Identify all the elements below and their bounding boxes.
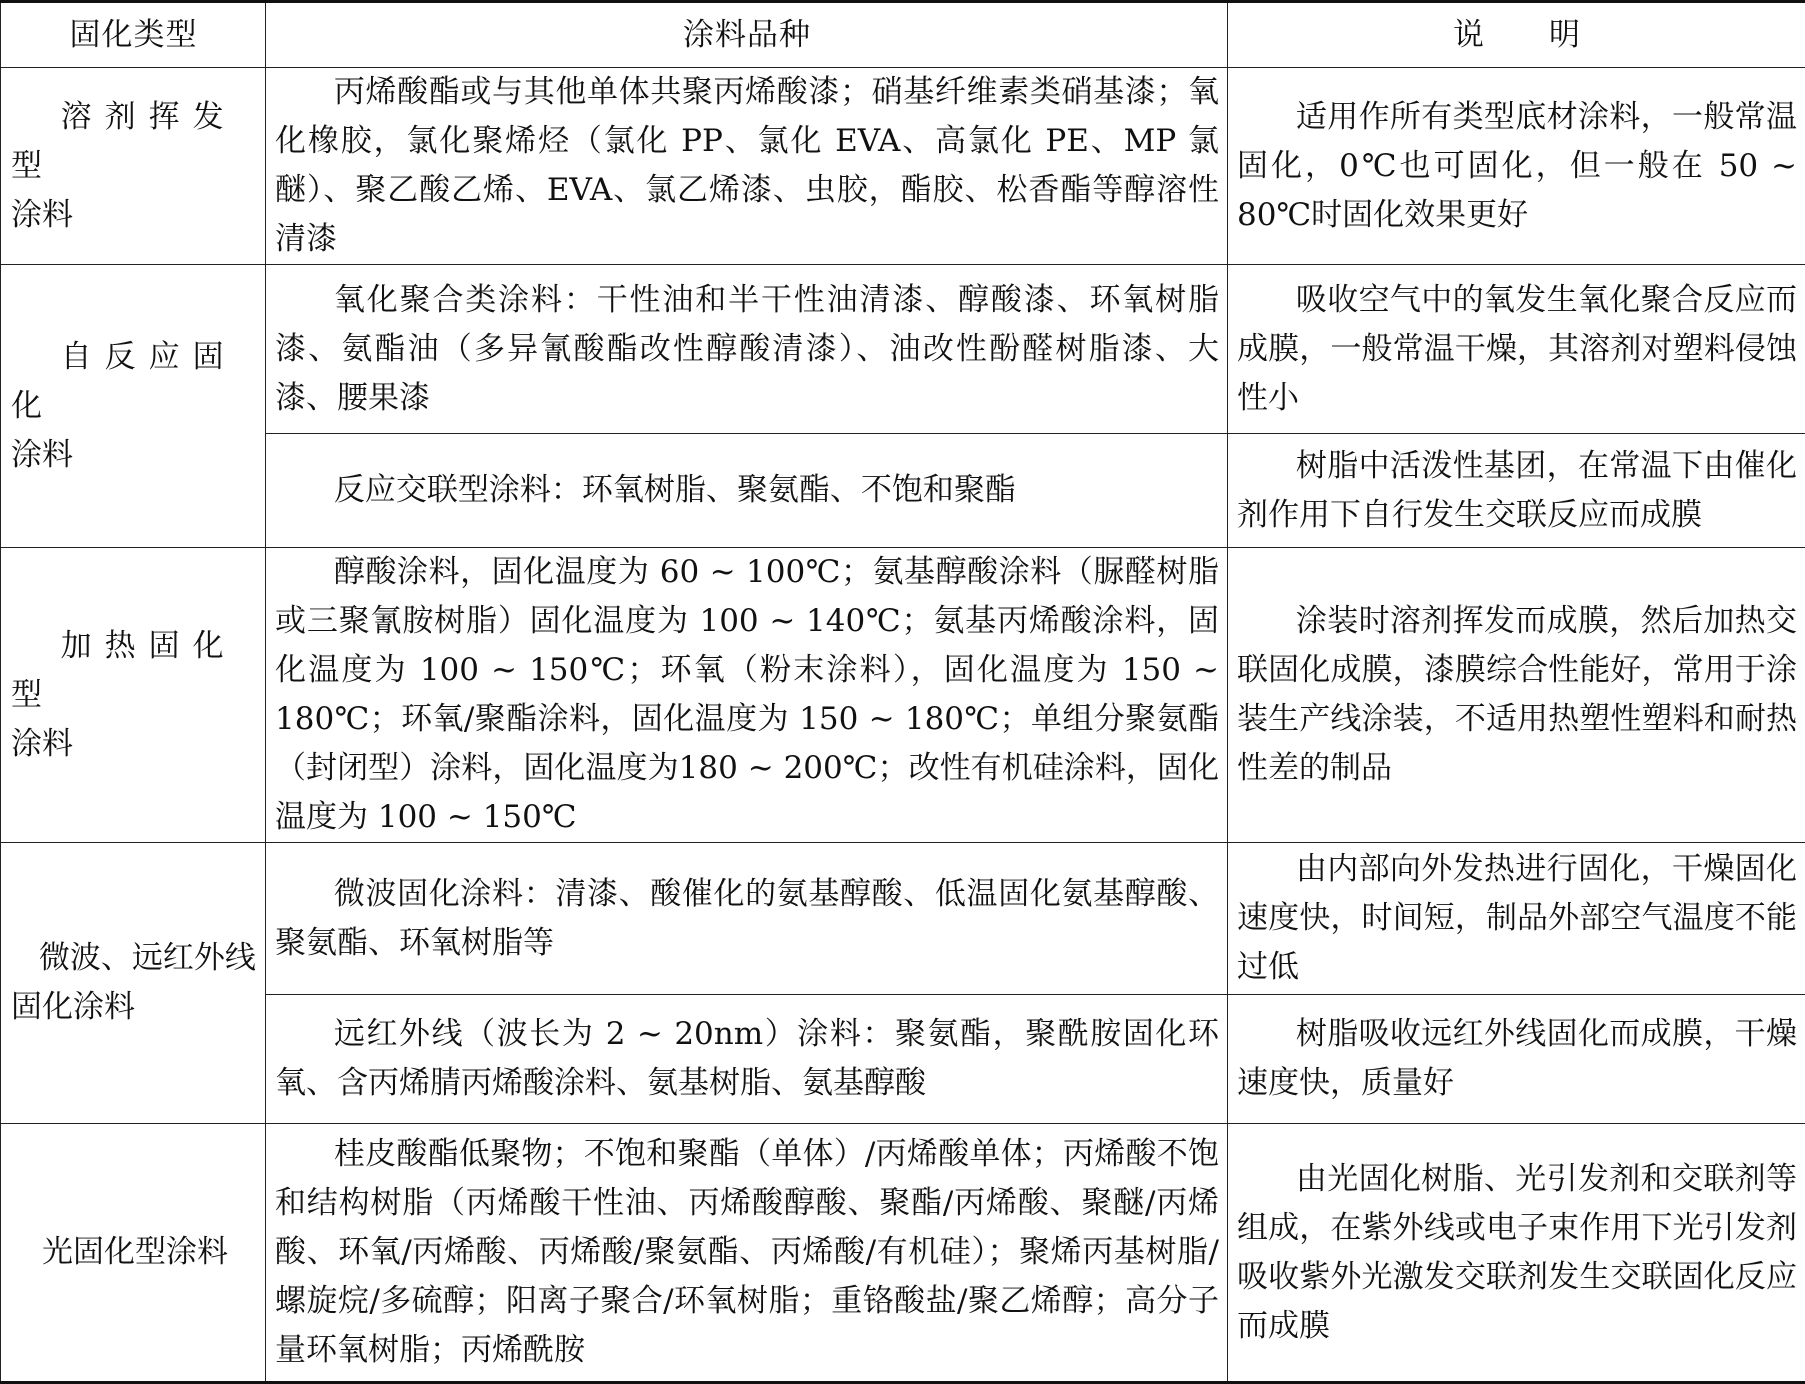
curing-type-label: 光固化型涂料 xyxy=(42,1234,228,1270)
curing-type-label: 自反应固化 xyxy=(11,333,259,431)
coating-variety-cell: 桂皮酸酯低聚物；不饱和聚酯（单体）/丙烯酸单体；丙烯酸不饱和结构树脂（丙烯酸干性油、丙烯酸醇酸、聚酯/丙烯酸、聚醚/丙烯酸、环氧/丙烯酸、丙烯酸/聚氨酯、丙烯酸/有机硅）；聚烯丙基树脂/螺旋烷/多硫醇；阳离子聚合/环氧树脂；重铬酸盐/聚乙烯醇；高分子量环氧树脂；丙烯酰胺 xyxy=(266,1124,1228,1383)
curing-type-cell xyxy=(1,68,266,265)
description-cell: 由内部向外发热进行固化，干燥固化速度快，时间短，制品外部空气温度不能过低 xyxy=(1228,843,1805,995)
header-curing-type: 固化类型 xyxy=(1,2,266,68)
curing-type-label-cont: 涂料 xyxy=(11,720,259,769)
header-description: 说 明 xyxy=(1228,2,1805,68)
table-row xyxy=(1,1124,1805,1383)
curing-type-label-cont: 涂料 xyxy=(11,431,259,480)
header-row xyxy=(1,2,1805,68)
coating-variety-cell: 醇酸涂料，固化温度为 60 ~ 100℃；氨基醇酸涂料（脲醛树脂或三聚氰胺树脂）固化温度为 100 ~ 140℃；氨基丙烯酸涂料，固化温度为 100 ~ 150℃；环氧（粉末涂料），固化温度为 150 ~ 180℃；环氧/聚酯涂料，固化温度为 150 ~ 180℃；单组分聚氨酯（封闭型）涂料，固化温度为180 ~ 200℃；改性有机硅涂料，固化温度为 100 ~ 150℃ xyxy=(266,548,1228,843)
description-cell: 涂装时溶剂挥发而成膜，然后加热交联固化成膜，漆膜综合性能好，常用于涂装生产线涂装，不适用热塑性塑料和耐热性差的制品 xyxy=(1228,548,1805,843)
coating-variety-cell: 丙烯酸酯或与其他单体共聚丙烯酸漆；硝基纤维素类硝基漆；氧化橡胶，氯化聚烯烃（氯化 PP、氯化 EVA、高氯化 PE、MP 氯醚）、聚乙酸乙烯、EVA、氯乙烯漆、虫胶，酯胶、松香酯等醇溶性清漆 xyxy=(266,68,1228,265)
curing-type-label: 溶剂挥发型 xyxy=(11,93,259,191)
header-coating-variety: 涂料品种 xyxy=(266,2,1228,68)
description-cell: 吸收空气中的氧发生氧化聚合反应而成膜，一般常温干燥，其溶剂对塑料侵蚀性小 xyxy=(1228,265,1805,434)
table-row xyxy=(1,265,1805,434)
description-cell: 适用作所有类型底材涂料，一般常温固化，0℃也可固化，但一般在 50 ~ 80℃时固化效果更好 xyxy=(1228,68,1805,265)
curing-type-cell xyxy=(1,265,266,548)
curing-type-label-cont: 固化涂料 xyxy=(11,983,259,1032)
table-row xyxy=(1,548,1805,843)
curing-type-cell xyxy=(1,1124,266,1383)
curing-type-label: 微波、远红外线 xyxy=(11,934,259,983)
table-row xyxy=(1,434,1805,548)
curing-type-label: 加热固化型 xyxy=(11,622,259,720)
table-row xyxy=(1,843,1805,995)
coating-variety-cell: 反应交联型涂料：环氧树脂、聚氨酯、不饱和聚酯 xyxy=(266,434,1228,548)
coating-variety-cell: 远红外线（波长为 2 ~ 20nm）涂料：聚氨酯，聚酰胺固化环氧、含丙烯腈丙烯酸涂料、氨基树脂、氨基醇酸 xyxy=(266,995,1228,1124)
coating-variety-cell: 微波固化涂料：清漆、酸催化的氨基醇酸、低温固化氨基醇酸、聚氨酯、环氧树脂等 xyxy=(266,843,1228,995)
coating-variety-cell: 氧化聚合类涂料：干性油和半干性油清漆、醇酸漆、环氧树脂漆、氨酯油（多异氰酸酯改性醇酸清漆）、油改性酚醛树脂漆、大漆、腰果漆 xyxy=(266,265,1228,434)
description-cell: 由光固化树脂、光引发剂和交联剂等组成，在紫外线或电子束作用下光引发剂吸收紫外光激发交联剂发生交联固化反应而成膜 xyxy=(1228,1124,1805,1383)
table-row xyxy=(1,995,1805,1124)
curing-type-cell xyxy=(1,843,266,1124)
description-cell: 树脂中活泼性基团，在常温下由催化剂作用下自行发生交联反应而成膜 xyxy=(1228,434,1805,548)
table-row xyxy=(1,68,1805,265)
curing-type-label-cont: 涂料 xyxy=(11,191,259,240)
curing-type-cell xyxy=(1,548,266,843)
description-cell: 树脂吸收远红外线固化而成膜，干燥速度快，质量好 xyxy=(1228,995,1805,1124)
